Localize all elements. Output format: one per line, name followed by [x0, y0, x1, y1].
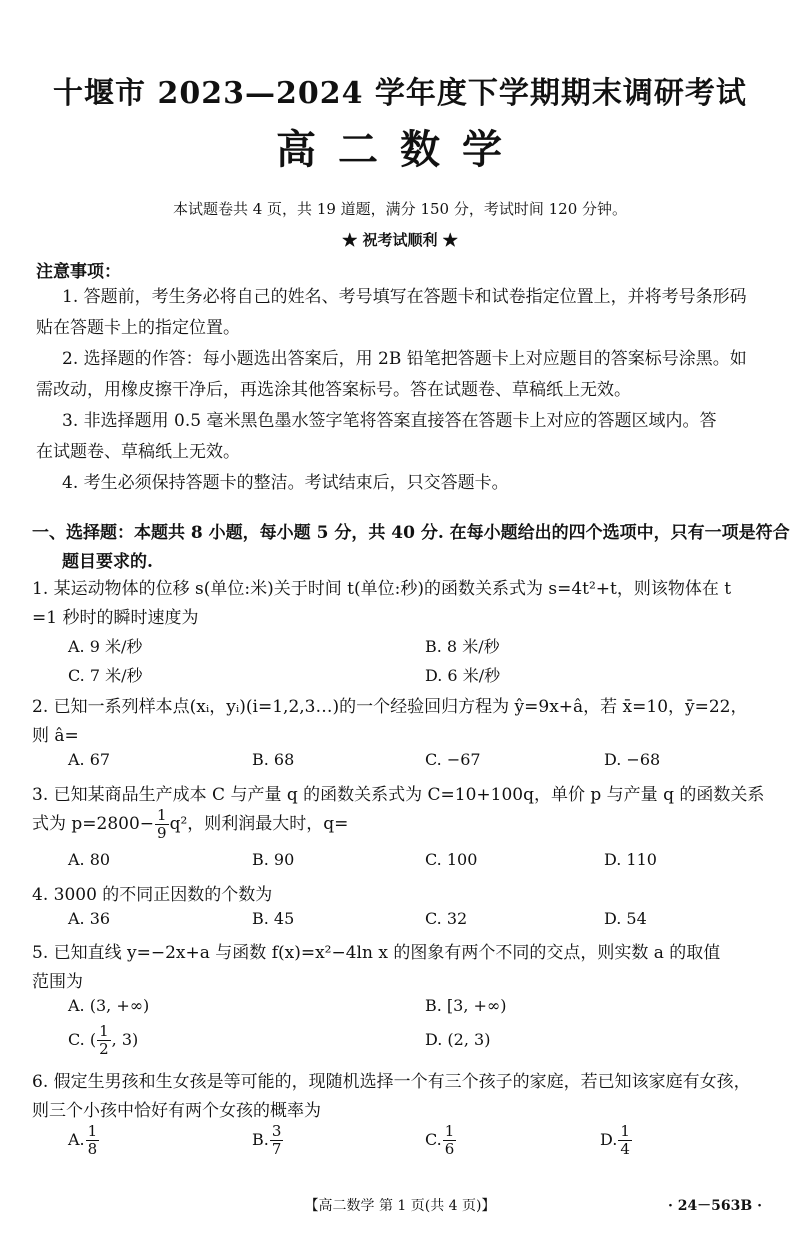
question-1-stem: 1. 某运动物体的位移 s(单位:米)关于时间 t(单位:秒)的函数关系式为 s=4t²+t，则该物体在 t	[32, 579, 732, 599]
note-1-line-2: 贴在答题卡上的指定位置。	[36, 318, 240, 338]
note-3-line-1: 3. 非选择题用 0.5 毫米黑色墨水签字笔将答案直接答在答题卡上对应的答题区域内。答	[62, 411, 717, 431]
question-6-stem: 6. 假定生男孩和生女孩是等可能的，现随机选择一个有三个孩子的家庭，若已知该家庭有女孩，	[32, 1072, 751, 1092]
q6-c-label: C.	[425, 1130, 442, 1149]
question-3-stem: 3. 已知某商品生产成本 C 与产量 q 的函数关系式为 C=10+100q，单价 p 与产量 q 的函数关系	[32, 785, 765, 805]
notes-heading: 注意事项：	[36, 262, 121, 282]
q5-option-a: A. (3, +∞)	[68, 996, 150, 1015]
q4-option-b: B. 45	[252, 909, 295, 928]
note-4: 4. 考生必须保持答题卡的整洁。考试结束后，只交答题卡。	[62, 473, 509, 493]
q3-option-b: B. 90	[252, 850, 295, 869]
note-2-line-1: 2. 选择题的作答：每小题选出答案后，用 2B 铅笔把答题卡上对应题目的答案标号涂黑。如	[62, 349, 747, 369]
q3-option-d: D. 110	[604, 850, 657, 869]
q2-option-b: B. 68	[252, 750, 295, 769]
q1-option-d: D. 6 米/秒	[425, 666, 501, 685]
q4-option-a: A. 36	[68, 909, 111, 928]
question-1-stem-cont: =1 秒时的瞬时速度为	[32, 608, 199, 628]
question-4-stem: 4. 3000 的不同正因数的个数为	[32, 885, 273, 905]
q6-option-b	[252, 1124, 284, 1157]
q5-option-c-fraction	[97, 1024, 111, 1057]
question-6-stem-cont: 则三个小孩中恰好有两个女孩的概率为	[32, 1101, 321, 1121]
paper-code: · 24－563B ·	[667, 1198, 762, 1214]
q6-c-denominator: 6	[444, 1140, 455, 1158]
q6-d-fraction	[618, 1124, 632, 1157]
page-footer: 【高二数学 第 1 页(共 4 页)】	[304, 1198, 496, 1214]
q6-b-denominator: 7	[271, 1140, 282, 1158]
q5-c-denominator: 2	[99, 1040, 109, 1058]
q5-option-d: D. (2, 3)	[425, 1030, 491, 1049]
question-5-stem: 5. 已知直线 y=−2x+a 与函数 f(x)=x²−4ln x 的图象有两个不同的交点，则实数 a 的取值	[32, 943, 721, 963]
q6-c-numerator: 1	[444, 1122, 455, 1140]
q6-d-denominator: 4	[620, 1140, 630, 1158]
exam-title: 十堰市 2023—2024 学年度下学期期末调研考试	[53, 76, 747, 111]
q6-b-label: B.	[252, 1130, 269, 1149]
q3-price-rhs: q²，则利润最大时，q=	[169, 814, 349, 834]
q1-option-c: C. 7 米/秒	[68, 666, 143, 685]
q6-option-d	[600, 1124, 633, 1157]
question-3-stem-cont	[32, 808, 348, 841]
q6-b-numerator: 3	[271, 1122, 282, 1140]
question-5-stem-cont: 范围为	[32, 972, 83, 992]
q3-option-c: C. 100	[425, 850, 478, 869]
q5-option-c-open: C. (	[68, 1030, 97, 1049]
note-2-line-2: 需改动，用橡皮擦干净后，再选涂其他答案标号。答在试题卷、草稿纸上无效。	[36, 380, 631, 400]
q3-option-a: A. 80	[68, 850, 111, 869]
q2-option-c: C. −67	[425, 750, 481, 769]
q6-a-label: A.	[68, 1130, 85, 1149]
q6-d-numerator: 1	[620, 1122, 630, 1140]
q5-c-numerator: 1	[99, 1022, 109, 1040]
good-luck-banner: ★ 祝考试顺利 ★	[342, 231, 458, 249]
q5-option-c-close: , 3)	[111, 1030, 139, 1049]
section-1-heading-cont: 题目要求的.	[62, 552, 153, 572]
q6-a-fraction	[86, 1124, 100, 1157]
q6-a-denominator: 8	[87, 1140, 98, 1158]
q6-option-c	[425, 1124, 457, 1157]
q2-option-d: D. −68	[604, 750, 661, 769]
note-1-line-1: 1. 答题前，考生务必将自己的姓名、考号填写在答题卡和试卷指定位置上，并将考号条形码	[62, 287, 747, 307]
q3-fraction-numerator: 1	[157, 806, 167, 824]
q1-option-a: A. 9 米/秒	[68, 637, 143, 656]
q6-b-fraction	[270, 1124, 284, 1157]
q6-d-label: D.	[600, 1130, 618, 1149]
q6-option-a	[68, 1124, 100, 1157]
exam-info: 本试题卷共 4 页，共 19 道题，满分 150 分，考试时间 120 分钟。	[172, 200, 628, 218]
q3-price-lhs: 式为 p=2800−	[32, 814, 155, 834]
q6-a-numerator: 1	[87, 1122, 98, 1140]
question-2-stem-cont: 则 â=	[32, 726, 79, 746]
q3-fraction	[155, 808, 169, 841]
q6-c-fraction	[443, 1124, 457, 1157]
q2-option-a: A. 67	[68, 750, 111, 769]
q5-option-c	[68, 1024, 138, 1057]
q4-option-c: C. 32	[425, 909, 468, 928]
q1-option-b: B. 8 米/秒	[425, 637, 500, 656]
q3-fraction-denominator: 9	[157, 824, 167, 842]
q4-option-d: D. 54	[604, 909, 647, 928]
note-3-line-2: 在试题卷、草稿纸上无效。	[36, 442, 240, 462]
q5-option-b: B. [3, +∞)	[425, 996, 507, 1015]
question-2-stem: 2. 已知一系列样本点(xᵢ，yᵢ)(i=1,2,3…)的一个经验回归方程为 ŷ=9x+â，若 x̄=10，ȳ=22，	[32, 697, 748, 717]
section-1-heading: 一、选择题：本题共 8 小题，每小题 5 分，共 40 分. 在每小题给出的四个选项中，只有一项是符合	[32, 523, 790, 543]
subject-title: 高二数学	[276, 126, 524, 173]
